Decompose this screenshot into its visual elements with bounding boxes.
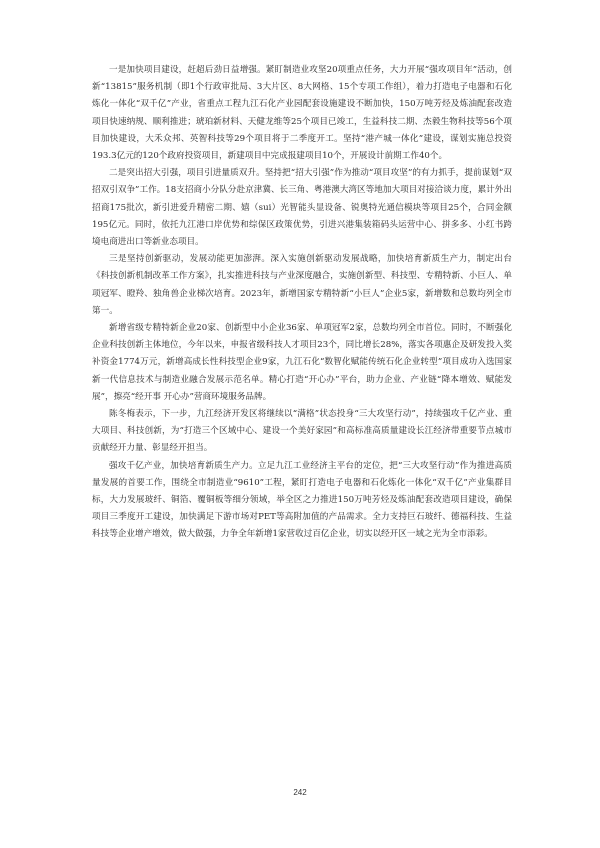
paragraph-industry-strengthening: 强攻千亿产业，加快培育新质生产力。立足九江工业经济主平台的定位，把“三大攻坚行动”作为推进高质量发展的首要工作，围绕全市制造业“9610”工程，紧盯打造电子电器和石化炼化一体化“双千亿”产业集群目标，大力发展玻纤、铜箔、覆铜板等细分领域，举全区之力推进150万吨芳烃及炼油配套改造项目建设，确保项目三季度开工建设，加快满足下游市场对PET等高附加值的产品需求。全力支持巨石玻纤、德福科技、生益科技等企业增产增效，做大做强，力争全年新增1家营收过百亿企业，切实以经开区一域之光为全市添彩。 [92, 460, 512, 540]
paragraph-project-construction: 一是加快项目建设，赶超后劲日益增强。紧盯制造业攻坚20项重点任务，大力开展“强攻项目年”活动，创新“13815”服务机制（即1个行政审批局、3大片区、8大网格、15个专项工作组），着力打造电子电器和石化炼化一体化“双千亿”产业，省重点工程九江石化产业园配套设施建设不断加快，150万吨芳烃及炼油配套改造项目快速纳规、顺利推进；琥珀新材料、天健龙维等25个项目已竣工，生益科技二期、杰毅生物科技等56个项目加快建设，大禾众邦、英智科技等29个项目将于二季度开工。坚持“港产城一体化”建设，谋划实施总投资193.3亿元的120个政府投资项目，新建项目中完成报建项目10个，开展设计前期工作40个。 [92, 65, 512, 162]
paragraph-innovation-driven: 三是坚持创新驱动，发展动能更加澎湃。深入实施创新驱动发展战略，加快培育新质生产力，制定出台《科技创新机制改革工作方案》，扎实推进科技与产业深度融合，实施创新型、科技型、专精特新、小巨人、单项冠军、瞪羚、独角兽企业梯次培育。2023年，新增国家专精特新“小巨人”企业5家，新增数和总数均列全市第一。 [92, 254, 512, 316]
paragraph-specialized-enterprises: 新增省级专精特新企业20家、创新型中小企业36家、单项冠军2家，总数均列全市首位。同时，不断强化企业科技创新主体地位，今年以来，申报省级科技人才项目23个，同比增长28%，落实各项惠企及研发投入奖补资金1774万元，新增高成长性科技型企业9家，九江石化“数智化赋能传统石化企业转型”项目成功入选国家新一代信息技术与制造业融合发展示范名单。精心打造“开心办”平台，助力企业、产业链“降本增效、赋能发展”，擦亮“经开事 开心办”营商环境服务品牌。 [92, 323, 512, 402]
page-number: 242 [293, 788, 307, 797]
article-body [92, 62, 512, 544]
paragraph-investment-attraction: 二是突出招大引强，项目引进量质双升。坚持把“招大引强”作为推动“项目攻坚”的有力抓手，提前谋划“双招双引双争”工作。18支招商小分队分赴京津冀、长三角、粤港澳大湾区等地加大项目对接洽谈力度，累计外出招商175批次，新引进爱升精密二期、嬉（sui）光智能头显设备、锐奥特光通信模块等项目25个，合同金额195亿元。同时，依托九江港口岸优势和综保区政策优势，引进兴港集装箱码头运营中心、拼多多、小红书跨境电商进出口等新业态项目。 [92, 168, 512, 248]
paragraph-next-steps: 陈冬梅表示，下一步，九江经济开发区将继续以“满格”状态投身“三大攻坚行动”，持续强攻千亿产业、重大项目、科技创新，为“打造三个区域中心、建设一个美好家园”和高标准高质量建设长江经济带重要节点城市贡献经开力量、彰显经开担当。 [92, 409, 512, 454]
